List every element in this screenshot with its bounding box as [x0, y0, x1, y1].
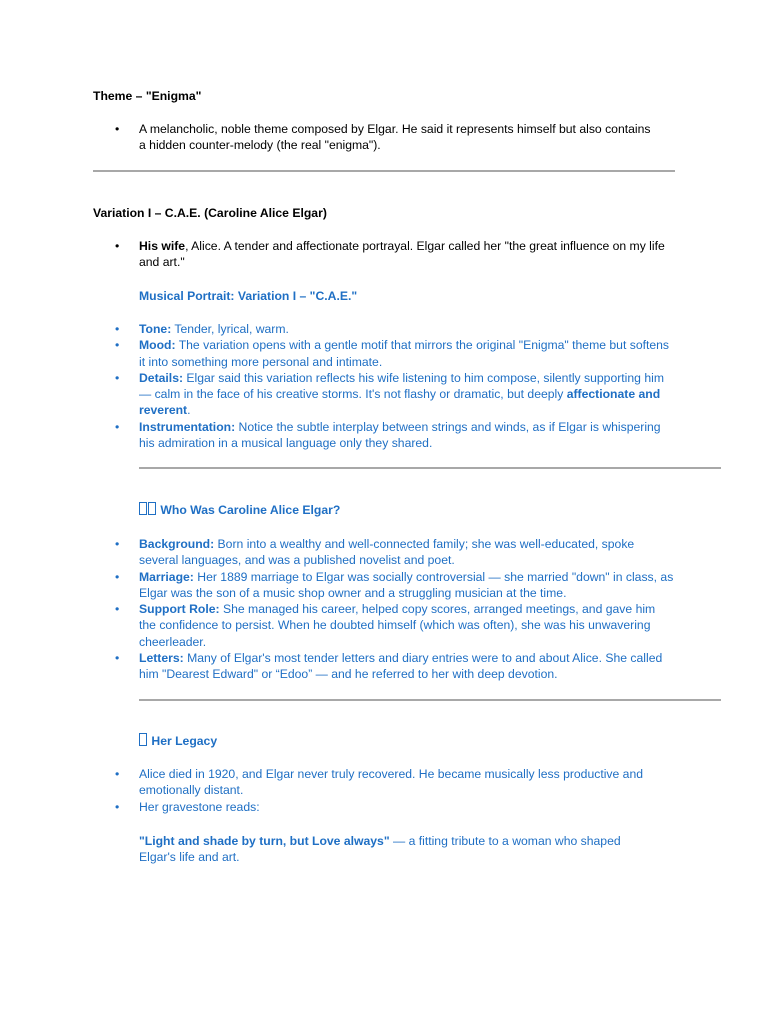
list-item — [93, 650, 675, 683]
bullet-marker: • — [115, 122, 120, 136]
section-divider — [139, 467, 721, 469]
list-item — [93, 419, 675, 452]
item-text: Born into a wealthy and well-connected family; she was well-educated, spoke several languages, and was a published novelist and poet. — [139, 537, 635, 568]
legacy-list — [93, 766, 675, 815]
item-text: Alice died in 1920, and Elgar never truly recovered. He became musically less productive and emotionally distant. — [139, 767, 644, 798]
item-label: Letters: — [139, 651, 184, 666]
item-tail: . — [187, 403, 191, 418]
emoji-placeholder-icon — [139, 502, 147, 515]
who-heading-row — [139, 502, 340, 518]
theme-bullet-text: A melancholic, noble theme composed by Elgar. He said it represents himself but also contains a hidden counter-melody (the real "enigma"). — [139, 122, 651, 153]
item-label: Marriage: — [139, 569, 194, 584]
bullet-marker: • — [115, 419, 120, 434]
item-label: Details: — [139, 370, 184, 385]
item-label: Instrumentation: — [139, 419, 236, 434]
bullet-marker: • — [115, 602, 120, 617]
who-heading: Who Was Caroline Alice Elgar? — [160, 503, 341, 517]
item-text: Notice the subtle interplay between strings and winds, as if Elgar is whispering his admiration in a musical language only they shared. — [139, 419, 661, 451]
bullet-marker: • — [115, 569, 120, 584]
item-bold-tail: affectionate and reverent — [139, 387, 661, 418]
item-text: Many of Elgar's most tender letters and diary entries were to and about Alice. She called him "Dearest Edward" or “Edoo” — and he referred to her with deep devotion. — [139, 651, 663, 682]
bullet-marker: • — [115, 767, 120, 781]
portrait-heading: Musical Portrait: Variation I – "C.A.E." — [139, 289, 358, 303]
bullet-marker: • — [115, 338, 120, 353]
list-item — [93, 799, 675, 815]
item-text: Her 1889 marriage to Elgar was socially controversial — she married "down" in class, as Elgar was the son of a music shop owner and a struggling musician at the time. — [139, 569, 674, 600]
bullet-marker: • — [115, 322, 120, 336]
item-text: Elgar said this variation reflects his wife listening to him compose, silently supporting him — calm in the face of his creative storms. It's not flashy or dramatic, but deeply — [139, 370, 664, 402]
list-item — [93, 569, 675, 602]
intro-bold-label: His wife — [139, 239, 186, 253]
item-label: Tone: — [139, 322, 172, 336]
list-item — [93, 370, 675, 419]
bullet-marker: • — [115, 799, 120, 814]
quote-rest: — a fitting tribute to a woman who shaped Elgar's life and art. — [139, 834, 621, 865]
list-item — [93, 337, 675, 370]
legacy-heading-row — [139, 733, 217, 749]
list-item — [93, 321, 675, 337]
section-divider — [93, 170, 675, 172]
theme-heading: Theme – "Enigma" — [93, 89, 202, 103]
item-label: Support Role: — [139, 602, 220, 617]
bullet-marker: • — [115, 370, 120, 385]
item-text: She managed his career, helped copy scores, arranged meetings, and gave him the confidence to persist. When he doubted himself (which was often), she was his unwavering cheerleader. — [139, 602, 656, 649]
legacy-heading: Her Legacy — [151, 734, 218, 748]
quote-bold: "Light and shade by turn, but Love always" — [139, 834, 390, 848]
item-text: Her gravestone reads: — [139, 799, 260, 814]
emoji-placeholder-icon — [148, 502, 156, 515]
variation1-heading: Variation I – C.A.E. (Caroline Alice Elgar) — [93, 206, 327, 220]
item-label: Mood: — [139, 338, 176, 353]
list-item — [93, 121, 653, 154]
variation1-intro-list — [93, 238, 675, 271]
list-item — [93, 766, 675, 799]
list-item — [93, 536, 675, 569]
theme-bullet-list — [93, 121, 653, 154]
emoji-placeholder-icon — [139, 733, 147, 746]
who-list — [93, 536, 675, 683]
portrait-list — [93, 321, 675, 451]
bullet-marker: • — [115, 239, 120, 253]
gravestone-quote — [139, 833, 659, 866]
section-divider — [139, 699, 721, 701]
list-item — [93, 601, 675, 650]
bullet-marker: • — [115, 651, 120, 666]
item-text: Tender, lyrical, warm. — [171, 322, 289, 336]
item-label: Background: — [139, 537, 215, 551]
item-text: The variation opens with a gentle motif that mirrors the original "Enigma" theme but softens it into something more personal and intimate. — [139, 338, 670, 369]
list-item — [93, 238, 675, 271]
bullet-marker: • — [115, 537, 120, 551]
intro-text: , Alice. A tender and affectionate portrayal. Elgar called her "the great influence on my life and art." — [139, 239, 665, 270]
